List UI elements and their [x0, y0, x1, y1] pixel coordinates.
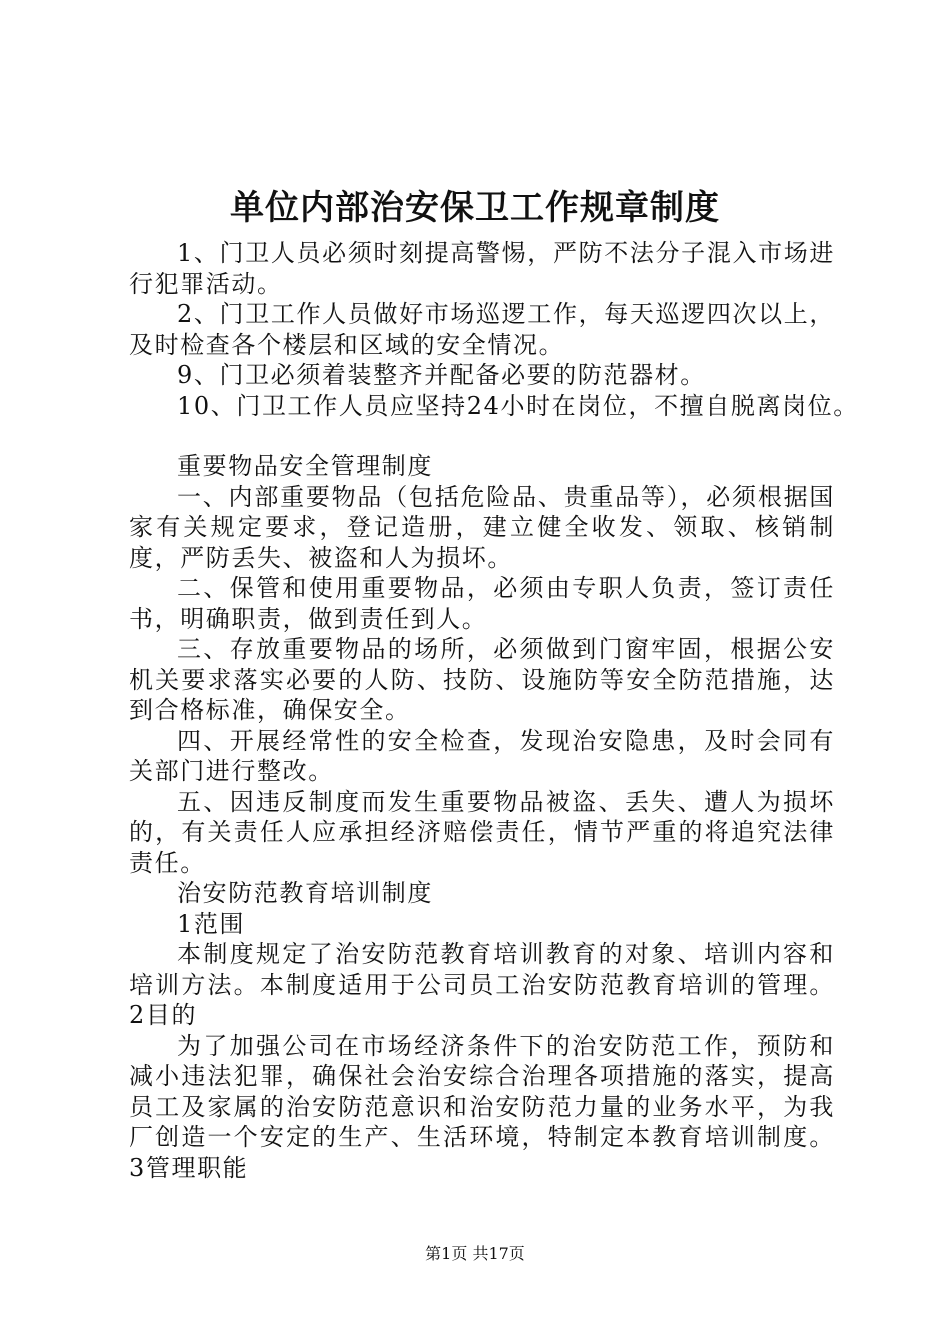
paragraph: 2、门卫工作人员做好市场巡逻工作，每天巡逻四次以上，及时检查各个楼层和区域的安全情况。: [129, 300, 835, 359]
document-title: 单位内部治安保卫工作规章制度: [230, 188, 720, 228]
subsection-heading: 1范围: [177, 909, 246, 938]
document-body: [129, 238, 859, 1183]
paragraph: 10、门卫工作人员应坚持24小时在岗位，不擅自脱离岗位。: [177, 391, 859, 420]
paragraph: 为了加强公司在市场经济条件下的治安防范工作，预防和减小违法犯罪，确保社会治安综合治理各项措施的落实，提高员工及家属的治安防范意识和治安防范力量的业务水平，为我厂创造一个安定的生产、生活环境，特制定本教育培训制度。3管理职能: [129, 1031, 835, 1182]
section-spacer: [129, 421, 835, 451]
paragraph: 一、内部重要物品（包括危险品、贵重品等），必须根据国家有关规定要求，登记造册，建立健全收发、领取、核销制度，严防丢失、被盗和人为损坏。: [129, 482, 835, 572]
paragraph: 四、开展经常性的安全检查，发现治安隐患，及时会同有关部门进行整改。: [129, 726, 835, 785]
paragraph: 1、门卫人员必须时刻提高警惕，严防不法分子混入市场进行犯罪活动。: [129, 239, 835, 298]
paragraph: 二、保管和使用重要物品，必须由专职人负责，签订责任书，明确职责，做到责任到人。: [129, 574, 835, 633]
paragraph: 9、门卫必须着装整齐并配备必要的防范器材。: [177, 361, 706, 389]
page-number-footer: 第1页 共17页: [425, 1244, 525, 1263]
section-heading: 治安防范教育培训制度: [177, 879, 433, 907]
paragraph: 本制度规定了治安防范教育培训教育的对象、培训内容和培训方法。本制度适用于公司员工治安防范教育培训的管理。2目的: [129, 940, 835, 1029]
paragraph: 五、因违反制度而发生重要物品被盗、丢失、遭人为损坏的，有关责任人应承担经济赔偿责任，情节严重的将追究法律责任。: [129, 787, 835, 877]
paragraph: 三、存放重要物品的场所，必须做到门窗牢固，根据公安机关要求落实必要的人防、技防、设施防等安全防范措施，达到合格标准，确保安全。: [129, 635, 835, 724]
section-heading: 重要物品安全管理制度: [177, 452, 433, 480]
